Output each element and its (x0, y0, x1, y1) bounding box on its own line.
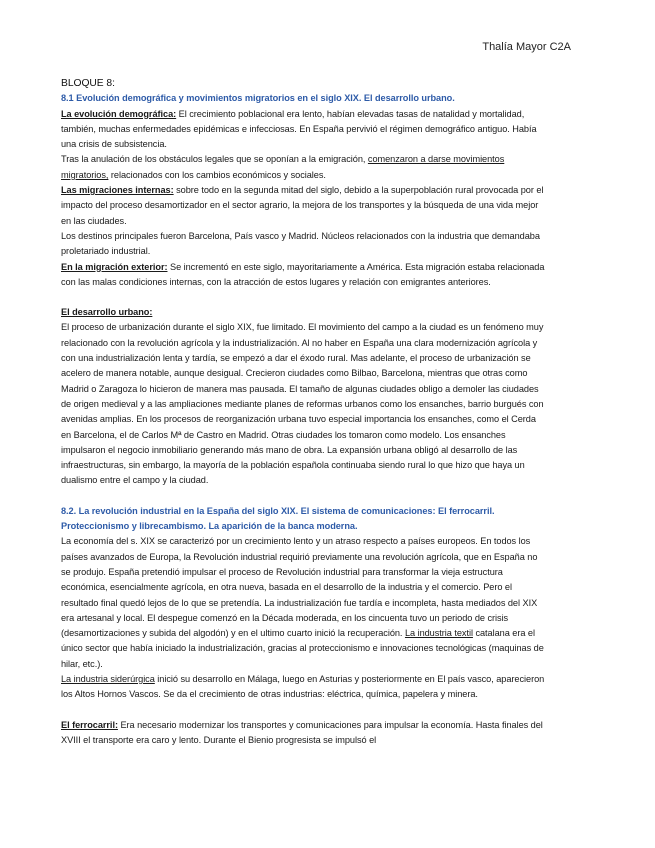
label-ferrocarril: El ferrocarril: (61, 719, 118, 730)
spacer (61, 703, 547, 718)
label-desarrollo-urbano: El desarrollo urbano: (61, 307, 153, 318)
section-8-2-title: 8.2. La revolución industrial en la España del siglo XIX. El sistema de comunicaciones: El ferrocarril. Proteccionismo y librecambismo. La aparición de la banca moderna. (61, 505, 495, 532)
paragraph-evolucion-demografica: La evolución demográfica: El crecimiento poblacional era lento, habían elevadas tasas de natalidad y mortalidad, también, muchas enfermedades epidémicas e infecciosas. En España pervivió el régimen demográfico antiguo. Había una crisis de subsistencia. (61, 108, 537, 150)
document-body (61, 76, 547, 748)
section-8-1-title: 8.1 Evolución demográfica y movimientos migratorios en el siglo XIX. El desarrollo urbano. (61, 93, 455, 104)
paragraph-migracion-exterior: En la migración exterior: Se incrementó en este siglo, mayoritariamente a América. Esta migración estaba relacionada con las malas condiciones internas, con la atracción de estos lugares y relación con emigrantes anteriores. (61, 261, 545, 287)
paragraph-siderurgica: La industria siderúrgica inició su desarrollo en Málaga, luego en Asturias y posteriormente en El país vasco, aparecieron los Altos Hornos Vascos. Se da el crecimiento de otras industrias: eléctrica, química, papelera y minera. (61, 673, 545, 700)
label-evolucion-demografica: La evolución demográfica: (61, 108, 177, 119)
spacer (61, 489, 547, 504)
paragraph-ferrocarril: El ferrocarril: Era necesario modernizar los transportes y comunicaciones para impulsar la economía. Hasta finales del XVIII el transporte era caro y lento. Durante el Bienio progresista se impulsó el (61, 719, 543, 745)
paragraph-migraciones-internas: Las migraciones internas: sobre todo en la segunda mitad del siglo, debido a la superpoblación rural provocada por el impacto del proceso desamortizador en el sector agrario, la mejora de los transportes y la búsqueda de una vida mejor en las ciudades. (61, 185, 544, 226)
paragraph-economia: La economía del s. XIX se caracterizó por un crecimiento lento y un atraso respecto a países europeos. En todos los países avanzados de Europa, la Revolución industrial requirió previamente una revolución agrícola, que en España no se produjo. España pretendió impulsar el proceso de Revolución industrial para transformar la vieja estructura económica, esencialmente agrícola, en otra nueva, basada en el desarrollo de la industria y el comercio. Pero el resultado final quedó lejos de lo que se pretendía. La industrialización fue tardía e incompleta, hasta mediados del XIX era artesanal y local. El despegue comenzó en la Década moderada, en los cincuenta tuvo un periodo de crisis (desamortizaciones y subida del algodón) y en el ultimo cuarto inició la recuperación. La industria textil catalana era el único sector que había iniciado la industrialización, gracias al proteccionismo e innovaciones tecnológicas (maquinas de hilar, etc.). (61, 536, 544, 669)
label-migraciones-internas: Las migraciones internas: (61, 185, 174, 196)
spacer (61, 290, 547, 305)
paragraph-destinos: Los destinos principales fueron Barcelona, País vasco y Madrid. Núcleos relacionados con la industria que demandaba proletariado industrial. (61, 230, 540, 257)
author-header: Thalía Mayor C2A (482, 41, 571, 53)
block-heading: BLOQUE 8: (61, 78, 115, 89)
label-migracion-exterior: En la migración exterior: (61, 261, 168, 272)
underlined-industria-siderurgica: La industria siderúrgica (61, 673, 155, 684)
paragraph-emigracion: Tras la anulación de los obstáculos legales que se oponían a la emigración, comenzaron a darse movimientos migratorios, relacionados con los cambios económicos y sociales. (61, 154, 505, 180)
underlined-industria-textil: La industria textil (404, 628, 473, 639)
paragraph-desarrollo-urbano: El proceso de urbanización durante el siglo XIX, fue limitado. El movimiento del campo a la ciudad es un fenómeno muy relacionado con la revolución agrícola y la industrialización. Al no haber en España una clara modernización agrícola y con una industrialización lenta y tardía, se empezó a dar el éxodo rural. Mas adelante, el proceso de urbanización se acelero de manera notable, aunque desigual. Crecieron ciudades como Bilbao, Barcelona, mientras que otras como Madrid o Zaragoza lo hicieron de manera mas pausada. El tamaño de algunas ciudades obligo a demoler las ciudades de origen medieval y a las ampliaciones mediante planes de reformas urbanos como los ensanches, barrio burgués con avenidas amplias. En los procesos de reorganización urbana tuvo especial importancia los ensanches, como el Cerda en Barcelona, el de Carlos Mª de Castro en Madrid. Otras ciudades los tomaron como modelo. Los ensanches impulsaron el negocio inmobiliario generando más mano de obra. La expansión urbana obligó al desarrollo de las infraestructuras, sin embargo, la mayoría de la población española continuaba siendo rural lo que hizo que haya un dualismo entre el campo y la ciudad. (61, 322, 544, 486)
underlined-movimientos: comenzaron a darse movimientos migratorios, (61, 154, 505, 180)
